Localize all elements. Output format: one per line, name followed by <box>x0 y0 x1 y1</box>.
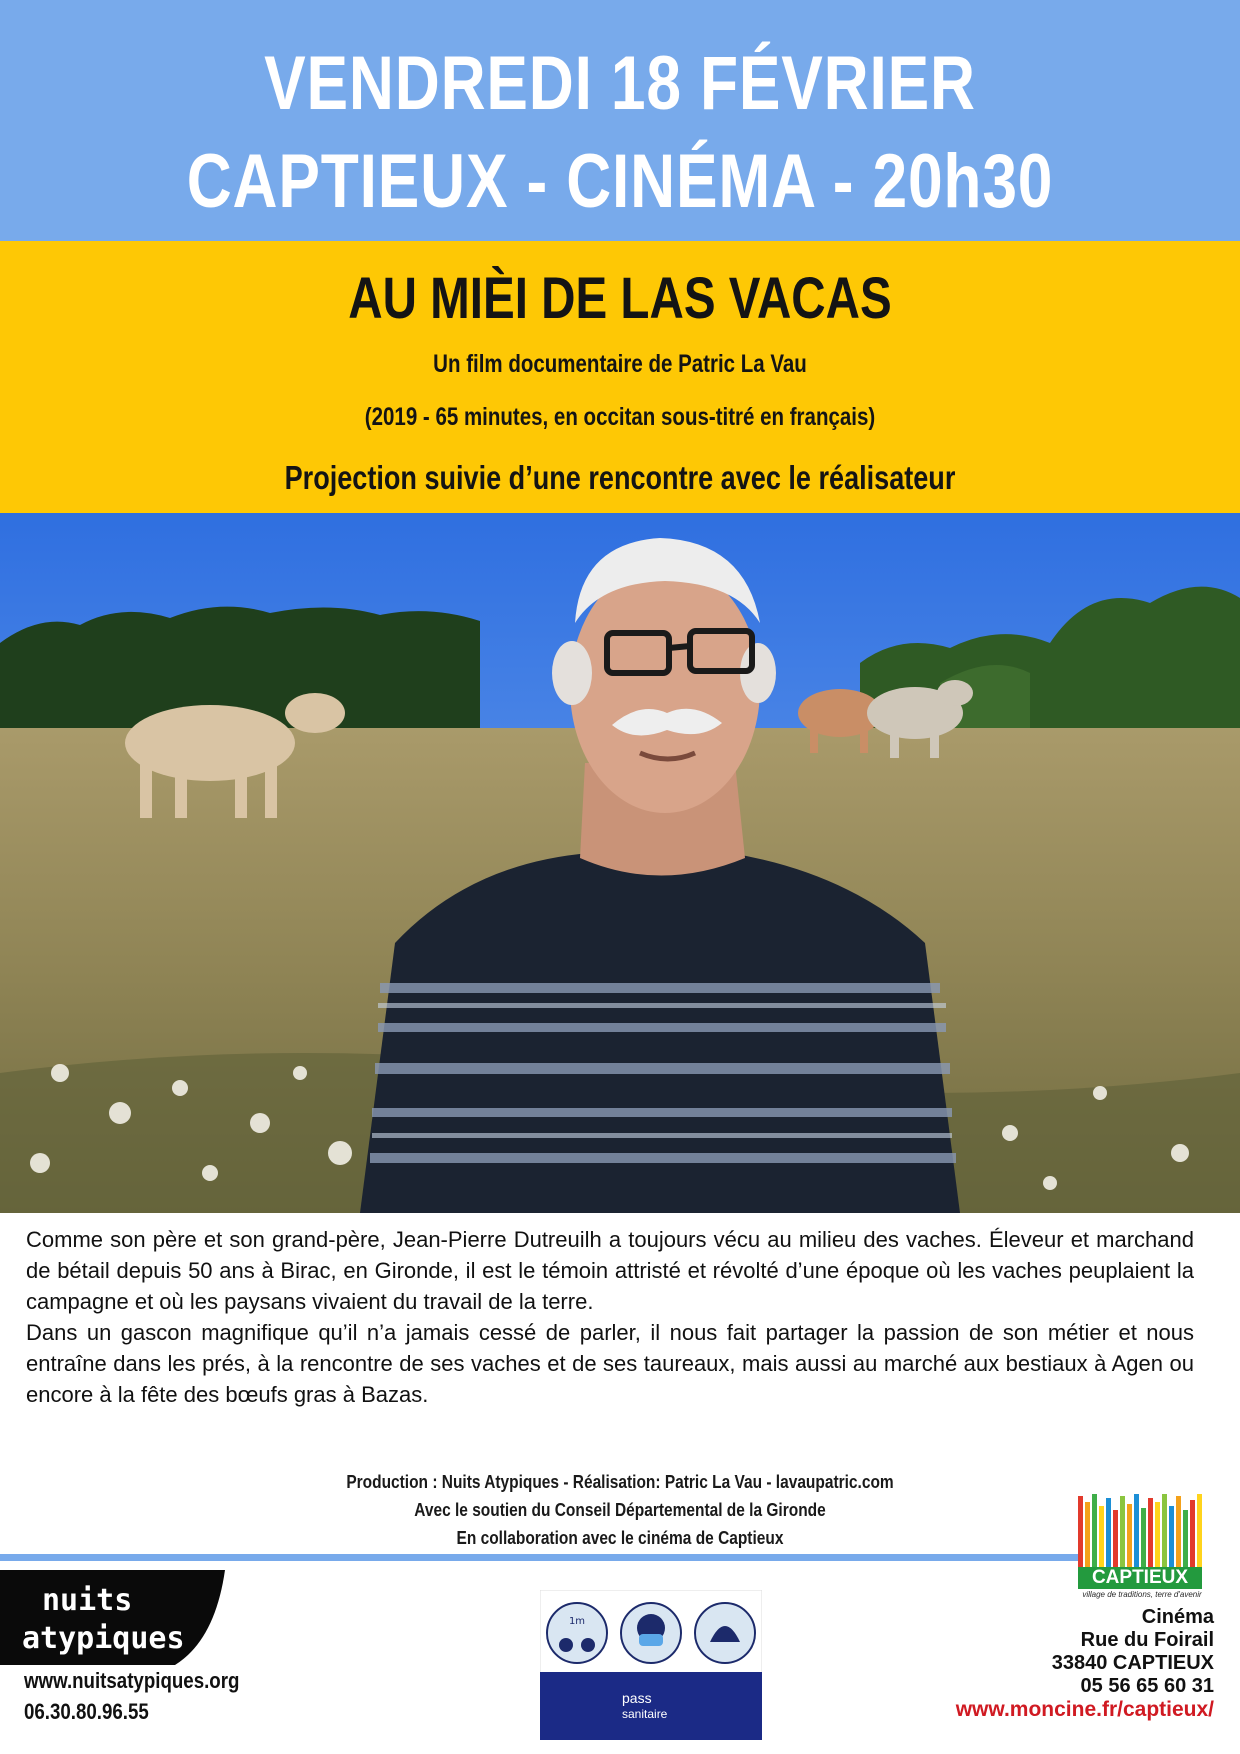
nuits-atypiques-logo <box>0 1570 225 1665</box>
support-credit: Avec le soutien du Conseil Départemental de la Gironde <box>414 1500 826 1520</box>
description-paragraph-1: Comme son père et son grand-père, Jean-Pierre Dutreuilh a toujours vécu au milieu des vaches. Éleveur et marchand de bétail depuis 50 ans à Birac, en Gironde, il est le témoin attristé et révolté d’une époque où les vaches peuplaient la campagne et où les paysans vivaient du travail de la terre. <box>26 1227 1194 1314</box>
distancing-icon <box>547 1603 607 1663</box>
captieux-logo-tagline: village de traditions, terre d'avenir <box>1082 1590 1202 1599</box>
divider-line <box>0 1554 1080 1561</box>
organizer-website-link[interactable]: www.nuitsatypiques.org <box>24 1668 240 1693</box>
date-venue-header <box>0 0 1240 241</box>
description-paragraph-2: Dans un gascon magnifique qu’il n’a jamais cessé de parler, il nous fait partager la passion de son métier et nous entraîne dans les prés, à la rencontre de ses vaches et de ses taureaux, mais aussi au marché aux bestiaux à Agen ou encore à la fête des bœufs gras à Bazas. <box>26 1320 1194 1407</box>
event-venue-time: CAPTIEUX - CINÉMA - 20h30 <box>186 139 1054 224</box>
production-credit: Production : Nuits Atypiques - Réalisation: Patric La Vau - lavaupatric.com <box>346 1472 894 1492</box>
film-details: (2019 - 65 minutes, en occitan sous-titré en français) <box>364 403 876 431</box>
venue-website-link[interactable]: www.moncine.fr/captieux/ <box>955 1698 1214 1721</box>
distance-label: 1m <box>568 1616 586 1627</box>
film-title-band <box>0 241 1240 513</box>
nuits-logo-line2: atypiques <box>22 1621 185 1656</box>
venue-street: Rue du Foirail <box>1080 1629 1214 1651</box>
organizer-phone: 06.30.80.96.55 <box>24 1699 149 1724</box>
event-date: VENDREDI 18 FÉVRIER <box>264 41 976 126</box>
film-description <box>26 1224 1194 1410</box>
captieux-logo-name: CAPTIEUX <box>1078 1567 1202 1589</box>
pass-line1: pass <box>622 1690 652 1706</box>
collaboration-credit: En collaboration avec le cinéma de Captieux <box>456 1528 784 1548</box>
organizer-contact <box>24 1665 239 1727</box>
film-title: AU MIÈI DE LAS VACAS <box>348 266 892 331</box>
venue-address <box>956 1606 1214 1721</box>
venue-city: 33840 CAPTIEUX <box>1051 1652 1214 1674</box>
film-subtitle: Un film documentaire de Patric La Vau <box>433 350 807 378</box>
event-note: Projection suivie d’une rencontre avec le réalisateur <box>284 459 956 496</box>
credits-block <box>0 1468 1240 1552</box>
pass-line2: sanitaire <box>622 1707 668 1721</box>
film-still-photo <box>0 513 1240 1213</box>
nuits-logo-line1: nuits <box>42 1583 133 1618</box>
venue-label: Cinéma <box>1141 1606 1214 1628</box>
pass-sanitaire-badge <box>540 1590 762 1740</box>
venue-phone: 05 56 65 60 31 <box>1080 1675 1214 1697</box>
